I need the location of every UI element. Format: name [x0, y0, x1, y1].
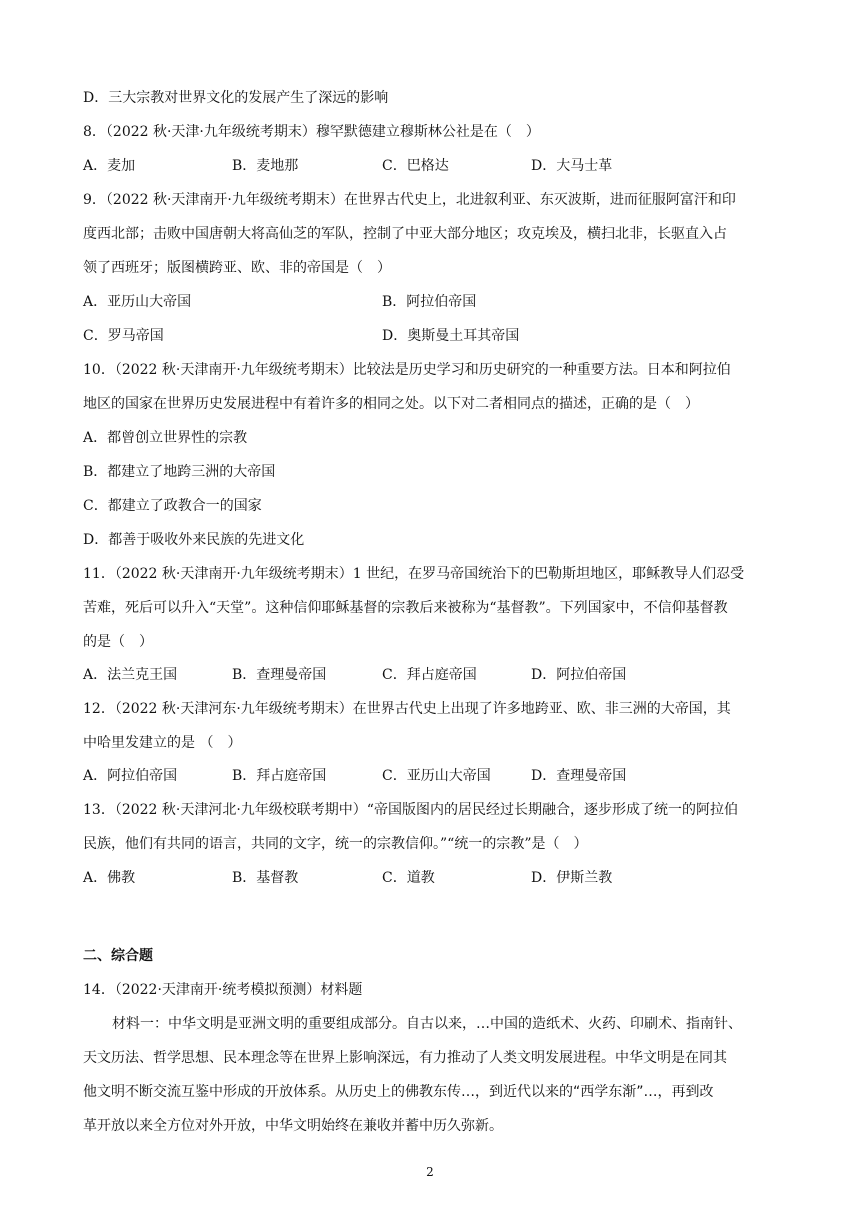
q11-stem-line: 苦难，死后可以升入“天堂”。这种信仰耶稣基督的宗教后来被称为“基督教”。下列国家中，不信仰基督教: [83, 600, 728, 616]
q11-option-c: C．拜占庭帝国: [382, 667, 477, 683]
q12-stem-line: 12．（2022 秋·天津河东·九年级统考期末）在世界古代史上出现了许多地跨亚、欧、非三洲的大帝国，其: [83, 701, 731, 717]
q7-option-d: D．三大宗教对世界文化的发展产生了深远的影响: [83, 90, 389, 106]
q9-stem-line: 领了西班牙；版图横跨亚、欧、非的帝国是（ ）: [83, 260, 391, 276]
q11-stem-line: 的是（ ）: [83, 634, 153, 650]
q8-option-c: C．巴格达: [382, 158, 449, 174]
q9-stem-line: 9．（2022 秋·天津南开·九年级统考期末）在世界古代史上，北进叙利亚、东灭波斯，进而征服阿富汗和印: [83, 192, 736, 208]
q13-option-d: D．伊斯兰教: [531, 870, 613, 886]
q13-option-a: A．佛教: [83, 870, 136, 886]
q13-stem-line: 民族，他们有共同的语言，共同的文字，统一的宗教信仰。”“统一的宗教”是（ ）: [83, 836, 588, 852]
q12-option-a: A．阿拉伯帝国: [83, 768, 178, 784]
q10-option-d: D．都善于吸收外来民族的先进文化: [83, 532, 305, 548]
section-heading: 二、综合题: [83, 948, 153, 964]
q14-stem: 14．（2022·天津南开·统考模拟预测）材料题: [83, 982, 363, 998]
q13-option-b: B．基督教: [232, 870, 299, 886]
q14-material-line: 他文明不断交流互鉴中形成的开放体系。从历史上的佛教东传…，到近代以来的“西学东渐”…，再到改: [83, 1084, 714, 1100]
q12-option-b: B．拜占庭帝国: [232, 768, 327, 784]
q13-option-c: C．道教: [382, 870, 435, 886]
q9-option-c: C．罗马帝国: [83, 328, 164, 344]
q14-material-line: 材料一：中华文明是亚洲文明的重要组成部分。自古以来，…中国的造纸术、火药、印刷术、指南针、: [112, 1016, 742, 1032]
q11-option-d: D．阿拉伯帝国: [531, 667, 627, 683]
q8-option-a: A．麦加: [83, 158, 136, 174]
q11-stem-line: 11．（2022 秋·天津南开·九年级统考期末）1 世纪，在罗马帝国统治下的巴勒斯坦地区，耶稣教导人们忍受: [83, 566, 745, 582]
q11-option-a: A．法兰克王国: [83, 667, 178, 683]
q14-material-line: 天文历法、哲学思想、民本理念等在世界上影响深远，有力推动了人类文明发展进程。中华文明是在同其: [83, 1050, 727, 1066]
q12-option-d: D．查理曼帝国: [531, 768, 627, 784]
q10-option-a: A．都曾创立世界性的宗教: [83, 430, 248, 446]
q10-stem-line: 10．（2022 秋·天津南开·九年级统考期末）比较法是历史学习和历史研究的一种重要方法。日本和阿拉伯: [83, 362, 731, 378]
q8-option-d: D．大马士革: [531, 158, 613, 174]
q10-stem-line: 地区的国家在世界历史发展进程中有着许多的相同之处。以下对二者相同点的描述，正确的是（ ）: [83, 396, 699, 412]
q9-stem-line: 度西北部；击败中国唐朝大将高仙芝的军队，控制了中亚大部分地区；攻克埃及，横扫北非，长驱直入占: [83, 226, 727, 242]
q10-option-b: B．都建立了地跨三洲的大帝国: [83, 464, 276, 480]
q9-option-a: A．亚历山大帝国: [83, 294, 192, 310]
q13-stem-line: 13．（2022 秋·天津河北·九年级校联考期中）“帝国版图内的居民经过长期融合，逐步形成了统一的阿拉伯: [83, 802, 738, 818]
q11-option-b: B．查理曼帝国: [232, 667, 327, 683]
q9-option-b: B．阿拉伯帝国: [382, 294, 477, 310]
q12-stem-line: 中哈里发建立的是 （ ）: [83, 735, 242, 751]
q8-option-b: B．麦地那: [232, 158, 299, 174]
q8-stem: 8．（2022 秋·天津·九年级统考期末）穆罕默德建立穆斯林公社是在（ ）: [83, 124, 540, 140]
q14-material-line: 革开放以来全方位对外开放，中华文明始终在兼收并蓄中历久弥新。: [83, 1118, 503, 1134]
q12-option-c: C．亚历山大帝国: [382, 768, 491, 784]
q9-option-d: D．奥斯曼土耳其帝国: [382, 328, 520, 344]
page-number: 2: [426, 1165, 434, 1179]
q10-option-c: C．都建立了政教合一的国家: [83, 498, 262, 514]
